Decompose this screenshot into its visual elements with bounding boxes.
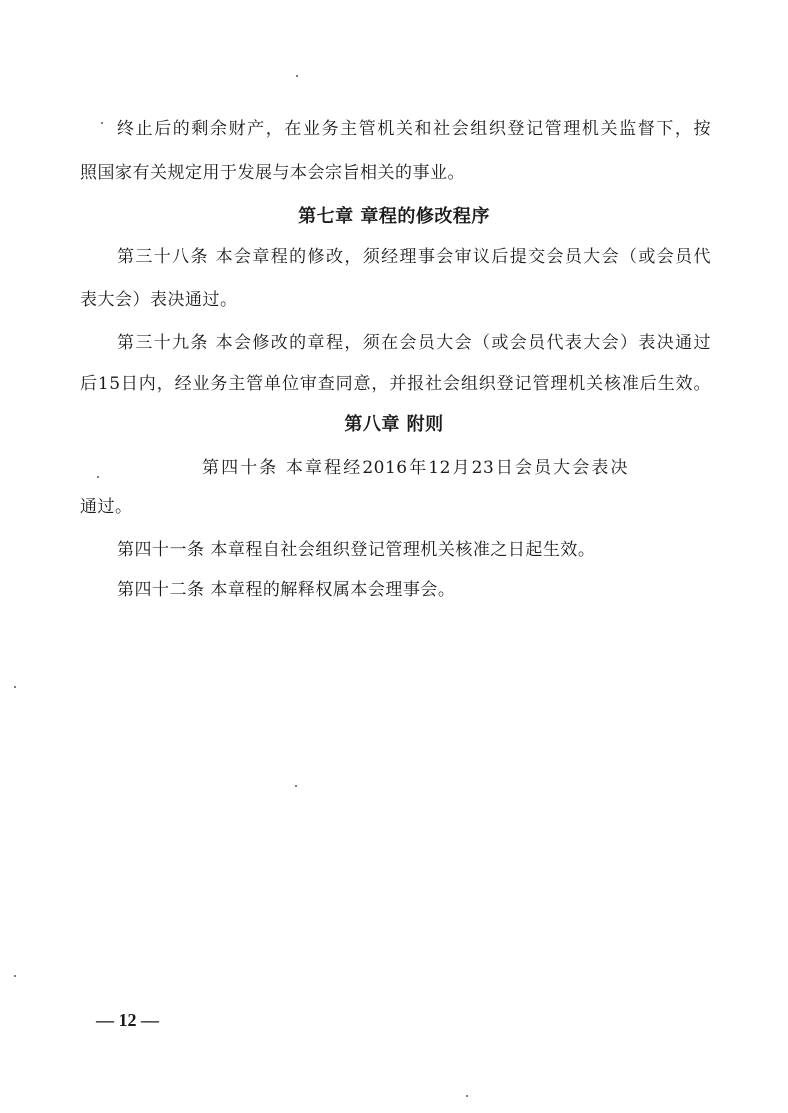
chapter-8-heading: 第八章 附则: [344, 414, 444, 435]
article-39-line: 第三十九条 本会修改的章程，须在会员大会（或会员代表大会）表决通过: [117, 333, 711, 353]
article-40-line: 第四十条 本章程经2016年12月23日会员大会表决: [202, 458, 628, 478]
scan-speck: [14, 686, 16, 688]
article-38-line: 第三十八条 本会章程的修改，须经理事会审议后提交会员大会（或会员代: [117, 247, 711, 267]
article-40-line: 通过。: [80, 497, 133, 517]
scan-speck: [295, 785, 297, 787]
article-42: 第四十二条 本章程的解释权属本会理事会。: [117, 580, 456, 600]
scan-speck: [296, 75, 298, 77]
article-39-line: 后15日内，经业务主管单位审查同意，并报社会组织登记管理机关核准后生效。: [80, 374, 711, 394]
paragraph-line: 终止后的剩余财产，在业务主管机关和社会组织登记管理机关监督下，按: [117, 119, 711, 139]
scan-speck: [97, 476, 99, 478]
page-number: — 12 —: [96, 1010, 159, 1030]
scan-speck: [14, 975, 16, 977]
paragraph-line: 照国家有关规定用于发展与本会宗旨相关的事业。: [80, 163, 465, 183]
scan-speck: [101, 122, 103, 124]
article-41: 第四十一条 本章程自社会组织登记管理机关核准之日起生效。: [117, 540, 596, 560]
scan-speck: [466, 1095, 468, 1097]
article-38-line: 表大会）表决通过。: [80, 290, 238, 310]
chapter-7-heading: 第七章 章程的修改程序: [298, 206, 490, 227]
